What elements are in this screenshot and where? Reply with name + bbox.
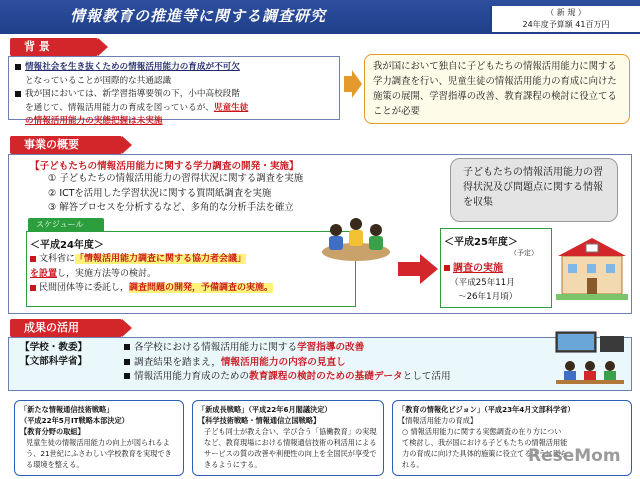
overview-items (48, 172, 303, 216)
square-bullet-icon (30, 256, 36, 262)
background-bullet-1: 情報社会を生き抜くための情報活用能力の育成が不可欠 (15, 61, 333, 75)
budget-tag-amount: 24年度予算額 41百万円 (522, 20, 610, 29)
background-conclusion: 我が国において独自に子どもたちの情報活用能力に関する学力調査を行い、児童生徒の情報活用能力の育成に向けた施策の展開、学習指導の改善、教育課程の検討に役立てることが必要 (364, 54, 630, 124)
results-who: 【学校・教委】 【文部科学省】 (20, 342, 88, 367)
background-box (8, 56, 340, 126)
fy25-note: （予定） (510, 249, 538, 257)
right-arrow-icon (344, 70, 362, 98)
page-title: 情報教育の推進等に関する調査研究 (70, 7, 327, 25)
overview-side-box: 子どもたちの情報活用能力の習得状況及び問題点に関する情報を収集 (450, 158, 618, 222)
policy-box-education-vision: 「教育の情報化ビジョン」（平成23年4月文部科学省） 【情報活用能力の育成】 ○ 情報活用能力に関する実態調査の在り方について検討し、我が国における子どもたちの情報活用能力の育成に向けた具体的施策に役立てるように図られる。 (392, 400, 632, 476)
budget-tag-new: （ 新 規 ） (546, 8, 586, 17)
meeting-illustration (316, 212, 396, 264)
bullet-icon (15, 91, 21, 97)
overview-item: ① 子どもたちの情報活用能力の習得状況に関する調査を実施 (48, 173, 304, 184)
fy24-title: ＜平成24年度＞ (30, 240, 104, 251)
square-bullet-icon (30, 285, 36, 291)
background-bullet-2: 我が国においては、新学習指導要領の下，小中高校段階 (15, 88, 333, 102)
bullet-icon (124, 373, 130, 379)
fy25-content: 調査の実施 （平成25年11月 ～26年1月頃） (444, 262, 517, 304)
results-lines: 各学校における情報活用能力に関する学習指導の改善 調査結果を踏まえ，情報活用能力の内容の見直し 情報活用能力育成のための教育課程の検討のための基礎データとして活用 (124, 341, 451, 385)
resemom-watermark: ReseMom (528, 446, 621, 466)
bullet-icon (124, 359, 130, 365)
background-label: 背 景 (10, 38, 98, 56)
background-bullet-2-cont: を通じて、情報活用能力の育成を図っているが、児童生徒 (25, 102, 249, 113)
right-arrow-icon (398, 254, 438, 284)
overview-item: ③ 解答プロセスを分析するなど、多角的な分析手法を確立 (48, 202, 294, 213)
overview-item: ② ICTを活用した学習状況に関する質問紙調査を実施 (48, 187, 272, 199)
bullet-icon (15, 64, 21, 70)
schedule-tab: スケジュール (28, 218, 104, 232)
background-bullet-2-cont2: の情報活用能力の実態把握は未実施 (25, 116, 163, 126)
fy24-content: 文科省に「情報活用能力調査に関する協力者会議」 を設置し，実施方法等の検討。 民間団体等に委託し，調査問題の開発，予備調査の実施。 (30, 254, 274, 293)
bullet-icon (124, 344, 130, 350)
policy-box-it-strategy: 「新たな情報通信技術戦略」 （平成22年5月IT戦略本部決定） 【教育分野の取組】 児童生徒の情報活用能力の向上が図られるよう、21世紀にふさわしい学校教育を実現できる環境を整える。 (14, 400, 184, 476)
fy25-title: ＜平成25年度＞ (444, 237, 518, 248)
results-label: 成果の活用 (10, 319, 122, 337)
overview-heading: 【子どもたちの情報活用能力に関する学力調査の開発・実施】 (30, 161, 299, 172)
policy-box-growth-strategy: 「新成長戦略」（平成22年6月閣議決定） 【科学技術戦略・情報通信立国戦略】 子ども同士が教え合い、学び合う「協働教育」の実現など、教育現場における情報通信技術の利活用によるサービスの質の改善や利便性の向上を全国民が享受できるようにする。 (192, 400, 384, 476)
overview-label: 事業の概要 (10, 136, 122, 154)
school-building-illustration (556, 232, 628, 302)
classroom-illustration (552, 330, 628, 386)
square-bullet-icon (444, 265, 450, 271)
background-bullet-1-cont: となっていることが国際的な共通認識 (25, 75, 172, 86)
budget-tag (490, 6, 640, 32)
